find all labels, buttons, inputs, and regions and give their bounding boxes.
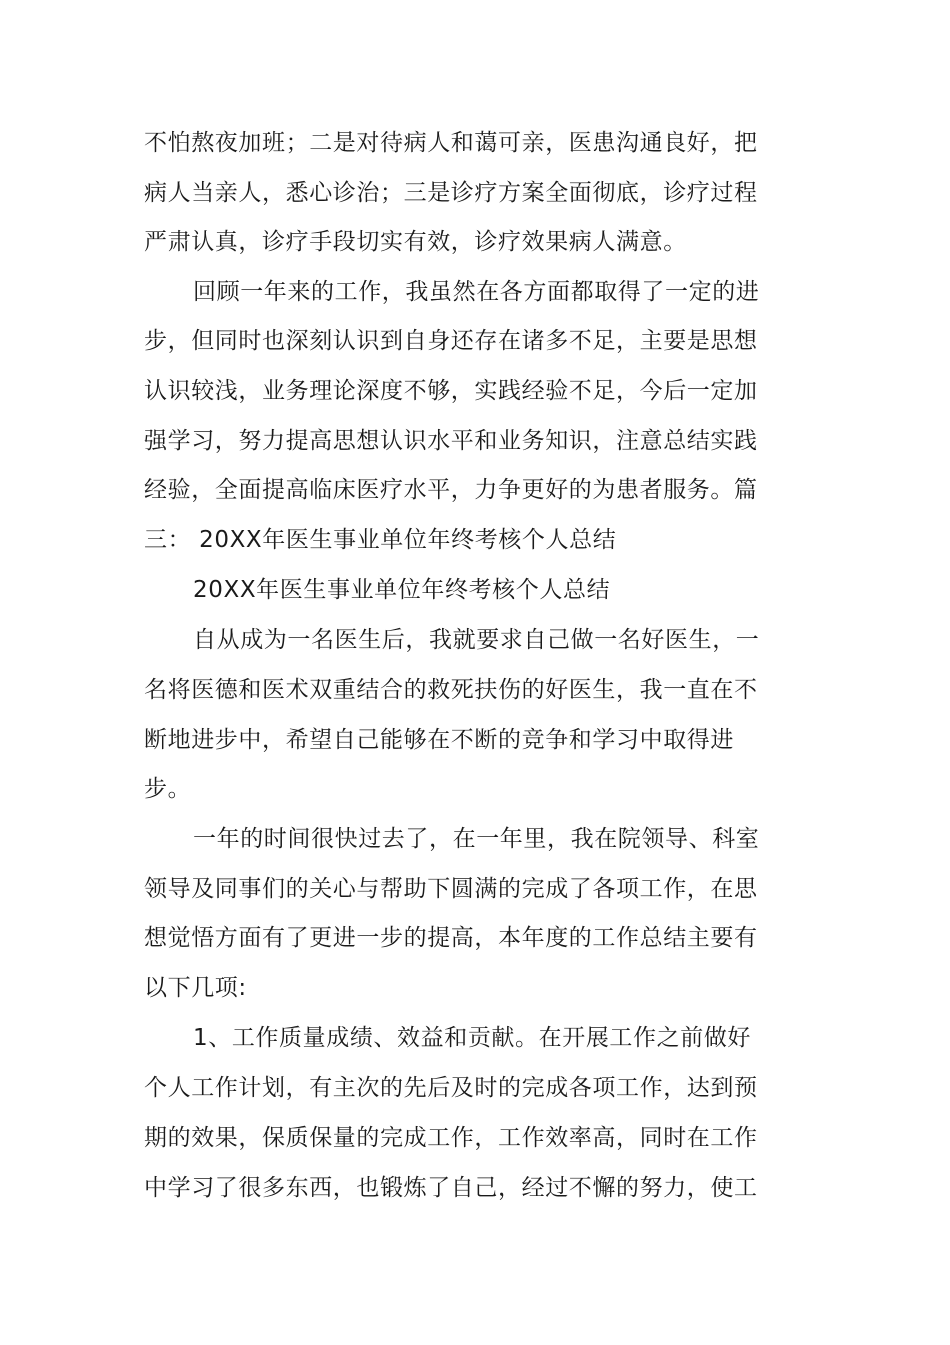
text-line: 认识较浅，业务理论深度不够，实践经验不足，今后一定加 [144, 378, 758, 404]
text-line: 领导及同事们的关心与帮助下圆满的完成了各项工作，在思 [144, 876, 758, 902]
text-line: 期的效果，保质保量的完成工作，工作效率高，同时在工作 [144, 1125, 758, 1151]
text-line: 步。 [144, 776, 192, 802]
section-title: 20XX年医生事业单位年终考核个人总结 [193, 577, 611, 603]
text-line: 名将医德和医术双重结合的救死扶伤的好医生，我一直在不 [144, 677, 758, 703]
paragraph-start-line: 1、工作质量成绩、效益和贡献。在开展工作之前做好 [193, 1025, 752, 1051]
text-line: 经验，全面提高临床医疗水平，力争更好的为患者服务。篇 [144, 477, 758, 503]
paragraph-start-line: 一年的时间很快过去了，在一年里，我在院领导、科室 [193, 826, 760, 852]
text-line: 病人当亲人，悉心诊治；三是诊疗方案全面彻底，诊疗过程 [144, 180, 758, 206]
text-line: 断地进步中，希望自己能够在不断的竞争和学习中取得进 [144, 727, 734, 753]
paragraph-start-line: 回顾一年来的工作，我虽然在各方面都取得了一定的进 [193, 279, 760, 305]
text-line: 想觉悟方面有了更进一步的提高，本年度的工作总结主要有 [144, 925, 758, 951]
section-heading-line: 三： 20XX年医生事业单位年终考核个人总结 [144, 527, 617, 553]
text-line: 步，但同时也深刻认识到自身还存在诸多不足，主要是思想 [144, 328, 758, 354]
text-line: 个人工作计划，有主次的先后及时的完成各项工作，达到预 [144, 1075, 758, 1101]
paragraph-start-line: 自从成为一名医生后，我就要求自己做一名好医生，一 [193, 627, 760, 653]
text-line: 严肃认真，诊疗手段切实有效，诊疗效果病人满意。 [144, 229, 687, 255]
text-line: 中学习了很多东西，也锻炼了自己，经过不懈的努力，使工 [144, 1175, 758, 1201]
text-line: 以下几项: [144, 975, 247, 1001]
text-line: 不怕熬夜加班；二是对待病人和蔼可亲，医患沟通良好，把 [144, 130, 758, 156]
text-line: 强学习，努力提高思想认识水平和业务知识，注意总结实践 [144, 428, 758, 454]
